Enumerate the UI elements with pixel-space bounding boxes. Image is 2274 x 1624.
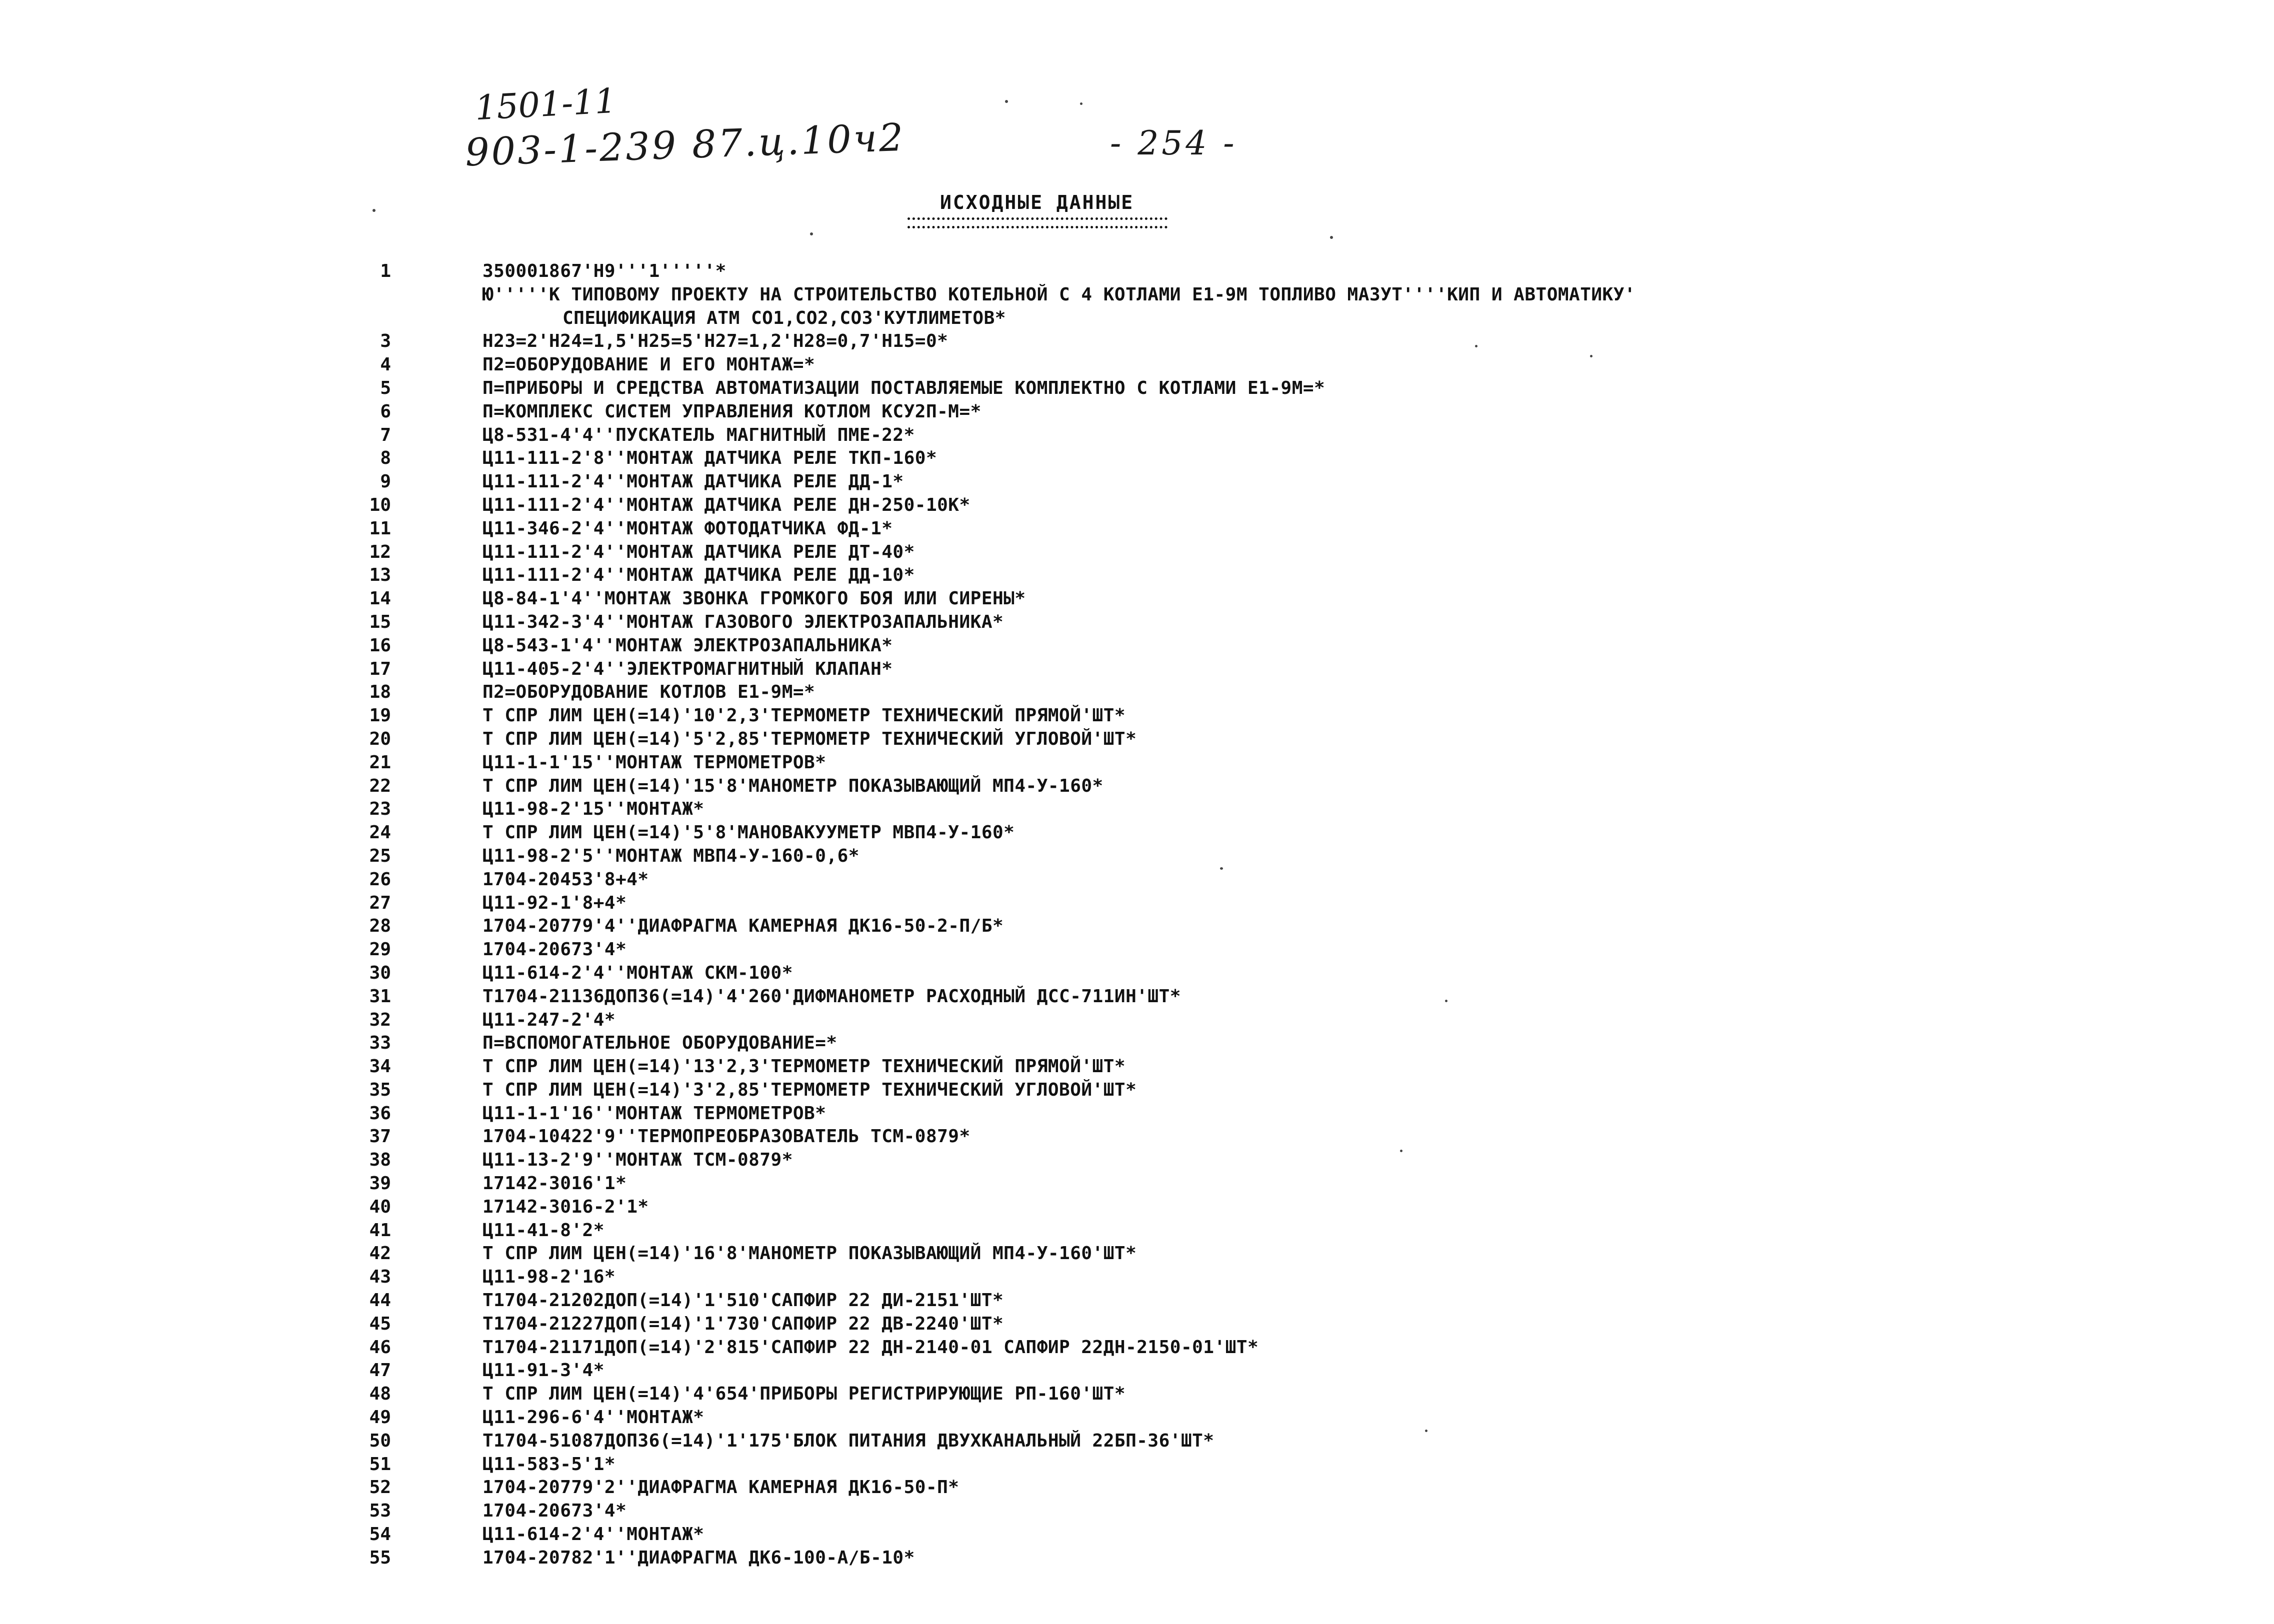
line-text: П=ВСПОМОГАТЕЛЬНОЕ ОБОРУДОВАНИЕ=* — [482, 1033, 838, 1054]
listing-row — [0, 1336, 2274, 1360]
line-number: 16 — [369, 635, 391, 656]
line-number: 15 — [369, 611, 391, 632]
listing-row — [0, 494, 2274, 517]
line-number: 32 — [369, 1009, 391, 1030]
line-text: 17142-3016'1* — [482, 1173, 627, 1194]
line-number: 27 — [369, 892, 391, 913]
line-number: 4 — [380, 354, 391, 375]
listing-row — [0, 1476, 2274, 1500]
line-number: 11 — [369, 518, 391, 539]
listing-row — [0, 1547, 2274, 1570]
line-number: 21 — [369, 752, 391, 773]
line-number: 24 — [369, 822, 391, 843]
listing-row — [0, 587, 2274, 611]
listing-row — [0, 1406, 2274, 1430]
line-number: 40 — [369, 1196, 391, 1217]
line-text: Т СПР ЛИМ ЦЕН(=14)'4'654'ПРИБОРЫ РЕГИСТРИРУЮЩИЕ РП-160'ШТ* — [482, 1384, 1126, 1405]
listing-row — [0, 892, 2274, 915]
line-number: 9 — [380, 471, 391, 492]
line-text: Ц11-405-2'4''ЭЛЕКТРОМАГНИТНЫЙ КЛАПАН* — [482, 658, 893, 679]
line-number: 20 — [369, 728, 391, 749]
listing-row — [0, 611, 2274, 634]
line-text: Ц11-614-2'4''МОНТАЖ* — [482, 1524, 704, 1545]
line-text: Т1704-51087ДОП36(=14)'1'175'БЛОК ПИТАНИЯ ДВУХКАНАЛЬНЫЙ 22БП-36'ШТ* — [482, 1430, 1214, 1451]
line-text: 1704-20779'2''ДИАФРАГМА КАМЕРНАЯ ДК16-50-П* — [482, 1477, 960, 1498]
listing-row — [0, 283, 2274, 307]
listing-row — [0, 1079, 2274, 1102]
line-number: 47 — [369, 1360, 391, 1381]
line-text: Т1704-21171ДОП(=14)'2'815'САПФИР 22 ДН-2140-01 САПФИР 22ДН-2150-01'ШТ* — [482, 1337, 1259, 1358]
line-text: Ц11-98-2'16* — [482, 1267, 616, 1288]
line-text: Т1704-21227ДОП(=14)'1'730'САПФИР 22 ДВ-2240'ШТ* — [482, 1313, 1004, 1334]
line-text: 1704-10422'9''ТЕРМОПРЕОБРАЗОВАТЕЛЬ ТСМ-0879* — [482, 1126, 970, 1147]
listing-row — [0, 868, 2274, 892]
listing-row — [0, 260, 2274, 283]
listing-row — [0, 1196, 2274, 1219]
line-text: Ц11-111-2'4''МОНТАЖ ДАТЧИКА РЕЛЕ ДД-1* — [482, 471, 904, 492]
line-number: 39 — [369, 1173, 391, 1194]
listing-row — [0, 1242, 2274, 1266]
page-number: - 254 - — [1110, 124, 1238, 162]
line-number: 26 — [369, 869, 391, 890]
line-text: П=ПРИБОРЫ И СРЕДСТВА АВТОМАТИЗАЦИИ ПОСТАВЛЯЕМЫЕ КОМПЛЕКТНО С КОТЛАМИ Е1-9М=* — [482, 377, 1326, 398]
line-text: Ц11-583-5'1* — [482, 1454, 616, 1475]
line-number: 8 — [380, 448, 391, 469]
listing-row — [0, 1430, 2274, 1453]
line-text: Ц11-1-1'16''МОНТАЖ ТЕРМОМЕТРОВ* — [482, 1103, 826, 1124]
line-number: 17 — [369, 658, 391, 679]
line-text: Ц11-296-6'4''МОНТАЖ* — [482, 1407, 704, 1428]
listing-row — [0, 845, 2274, 868]
listing-row — [0, 915, 2274, 938]
listing-row — [0, 1500, 2274, 1523]
listing-row — [0, 1266, 2274, 1289]
listing-row — [0, 1359, 2274, 1383]
line-text: Ц8-84-1'4''МОНТАЖ ЗВОНКА ГРОМКОГО БОЯ ИЛИ СИРЕНЫ* — [482, 588, 1026, 609]
handwritten-code-1: 1501-11 — [474, 81, 618, 128]
listing-row — [0, 751, 2274, 775]
line-text: Ц11-346-2'4''МОНТАЖ ФОТОДАТЧИКА ФД-1* — [482, 518, 893, 539]
line-number: 23 — [369, 799, 391, 820]
line-text: Т1704-21202ДОП(=14)'1'510'САПФИР 22 ДИ-2151'ШТ* — [482, 1290, 1004, 1311]
line-number: 46 — [369, 1337, 391, 1358]
listing-row — [0, 634, 2274, 658]
line-text: 17142-3016-2'1* — [482, 1196, 649, 1217]
line-number: 6 — [380, 401, 391, 422]
listing-row — [0, 1102, 2274, 1126]
listing-row — [0, 330, 2274, 353]
listing-row — [0, 728, 2274, 751]
listing-row — [0, 400, 2274, 424]
listing-row — [0, 541, 2274, 564]
line-number: 34 — [369, 1056, 391, 1077]
line-text: Ц11-98-2'15''МОНТАЖ* — [482, 799, 704, 820]
scan-speck — [1330, 236, 1333, 239]
listing-row — [0, 1219, 2274, 1243]
line-number: 49 — [369, 1407, 391, 1428]
scan-speck — [810, 232, 813, 235]
scan-speck — [1400, 1150, 1402, 1152]
line-text: Ц11-111-2'4''МОНТАЖ ДАТЧИКА РЕЛЕ ДТ-40* — [482, 541, 915, 562]
line-text: 1704-20782'1''ДИАФРАГМА ДК6-100-А/Б-10* — [482, 1547, 915, 1568]
listing-row — [0, 517, 2274, 541]
line-text: Ц11-98-2'5''МОНТАЖ МВП4-У-160-0,6* — [482, 845, 860, 866]
line-number: 43 — [369, 1267, 391, 1288]
line-text: П=КОМПЛЕКС СИСТЕМ УПРАВЛЕНИЯ КОТЛОМ КСУ2П-М=* — [482, 401, 982, 422]
line-text: Т СПР ЛИМ ЦЕН(=14)'5'2,85'ТЕРМОМЕТР ТЕХНИЧЕСКИЙ УГЛОВОЙ'ШТ* — [482, 728, 1137, 749]
line-number: 38 — [369, 1150, 391, 1171]
line-number: 52 — [369, 1477, 391, 1498]
line-text: Т СПР ЛИМ ЦЕН(=14)'13'2,3'ТЕРМОМЕТР ТЕХНИЧЕСКИЙ ПРЯМОЙ'ШТ* — [482, 1056, 1126, 1077]
line-text: Т СПР ЛИМ ЦЕН(=14)'15'8'МАНОМЕТР ПОКАЗЫВАЮЩИЙ МП4-У-160* — [482, 775, 1104, 796]
data-listing — [0, 260, 2274, 1570]
listing-row — [0, 1289, 2274, 1313]
line-number: 33 — [369, 1033, 391, 1054]
listing-row — [0, 704, 2274, 728]
listing-row — [0, 938, 2274, 962]
line-text: Ц11-111-2'8''МОНТАЖ ДАТЧИКА РЕЛЕ ТКП-160* — [482, 448, 938, 469]
line-text: 350001867'H9'''1'''''* — [482, 261, 726, 281]
line-text: П2=ОБОРУДОВАНИЕ КОТЛОВ Е1-9М=* — [482, 682, 816, 703]
line-text: Ц11-13-2'9''МОНТАЖ ТСМ-0879* — [482, 1150, 793, 1171]
line-number: 53 — [369, 1501, 391, 1522]
line-number: 28 — [369, 916, 391, 937]
listing-row — [0, 962, 2274, 985]
line-text: Т СПР ЛИМ ЦЕН(=14)'10'2,3'ТЕРМОМЕТР ТЕХНИЧЕСКИЙ ПРЯМОЙ'ШТ* — [482, 705, 1126, 726]
line-number: 44 — [369, 1290, 391, 1311]
line-number: 14 — [369, 588, 391, 609]
line-number: 22 — [369, 775, 391, 796]
line-number: 31 — [369, 986, 391, 1007]
line-text: Т СПР ЛИМ ЦЕН(=14)'5'8'МАНОВАКУУМЕТР МВП4-У-160* — [482, 822, 1015, 843]
line-number: 12 — [369, 541, 391, 562]
listing-row — [0, 1149, 2274, 1172]
line-text: Ц11-92-1'8+4* — [482, 892, 627, 913]
scan-speck — [1080, 102, 1082, 105]
line-number: 18 — [369, 682, 391, 703]
listing-row — [0, 424, 2274, 447]
line-text: Ю'''''К ТИПОВОМУ ПРОЕКТУ НА СТРОИТЕЛЬСТВО КОТЕЛЬНОЙ С 4 КОТЛАМИ Е1-9М ТОПЛИВО МАЗУТ''''КИП И АВТОМАТИКУ' — [482, 284, 1636, 305]
line-number: 51 — [369, 1454, 391, 1475]
listing-row — [0, 1032, 2274, 1055]
line-text: Ц11-1-1'15''МОНТАЖ ТЕРМОМЕТРОВ* — [482, 752, 826, 773]
listing-row — [0, 470, 2274, 494]
line-text: Ц11-247-2'4* — [482, 1009, 616, 1030]
scan-speck — [1425, 1430, 1428, 1432]
line-text: Ц11-342-3'4''МОНТАЖ ГАЗОВОГО ЭЛЕКТРОЗАПАЛЬНИКА* — [482, 611, 1004, 632]
line-text: Т1704-21136ДОП36(=14)'4'260'ДИФМАНОМЕТР РАСХОДНЫЙ ДСС-711ИН'ШТ* — [482, 986, 1181, 1007]
scan-speck — [1445, 1000, 1448, 1002]
listing-row — [0, 564, 2274, 587]
line-number: 45 — [369, 1313, 391, 1334]
handwritten-code-2: 903-1-239 87.ц.10ч2 — [464, 114, 906, 175]
line-number: 10 — [369, 494, 391, 515]
listing-row — [0, 821, 2274, 845]
listing-row — [0, 1313, 2274, 1336]
line-number: 35 — [369, 1079, 391, 1100]
scan-speck — [1005, 100, 1008, 103]
line-text: Ц11-41-8'2* — [482, 1220, 604, 1241]
listing-row — [0, 798, 2274, 821]
listing-row — [0, 775, 2274, 798]
line-number: 41 — [369, 1220, 391, 1241]
listing-row — [0, 1125, 2274, 1149]
line-text: Ц8-543-1'4''МОНТАЖ ЭЛЕКТРОЗАПАЛЬНИКА* — [482, 635, 893, 656]
line-text: Т СПР ЛИМ ЦЕН(=14)'16'8'МАНОМЕТР ПОКАЗЫВАЮЩИЙ МП4-У-160'ШТ* — [482, 1243, 1137, 1264]
listing-row — [0, 447, 2274, 470]
line-number: 42 — [369, 1243, 391, 1264]
line-text: Ц11-91-3'4* — [482, 1360, 604, 1381]
line-number: 29 — [369, 939, 391, 960]
line-text: Ц8-531-4'4''ПУСКАТЕЛЬ МАГНИТНЫЙ ПМЕ-22* — [482, 424, 915, 445]
line-number: 1 — [380, 261, 391, 281]
title-underline — [908, 217, 1168, 228]
document-title: ИСХОДНЫЕ ДАННЫЕ — [940, 191, 1134, 213]
listing-row — [0, 681, 2274, 704]
line-text: 1704-20779'4''ДИАФРАГМА КАМЕРНАЯ ДК16-50-2-П/Б* — [482, 916, 1004, 937]
listing-row — [0, 1009, 2274, 1032]
listing-row — [0, 353, 2274, 377]
listing-row — [0, 1523, 2274, 1547]
line-text: Т СПР ЛИМ ЦЕН(=14)'3'2,85'ТЕРМОМЕТР ТЕХНИЧЕСКИЙ УГЛОВОЙ'ШТ* — [482, 1079, 1137, 1100]
scan-speck — [1590, 355, 1592, 357]
line-text: Ц11-111-2'4''МОНТАЖ ДАТЧИКА РЕЛЕ ДН-250-10К* — [482, 494, 970, 515]
line-text: СПЕЦИФИКАЦИЯ АТМ СО1,СО2,СО3'КУТЛИМЕТОВ* — [562, 307, 1006, 328]
listing-row — [0, 658, 2274, 681]
line-number: 55 — [369, 1547, 391, 1568]
listing-row — [0, 1172, 2274, 1196]
line-number: 5 — [380, 377, 391, 398]
line-text: 1704-20673'4* — [482, 939, 627, 960]
line-number: 48 — [369, 1384, 391, 1405]
line-number: 50 — [369, 1430, 391, 1451]
line-text: Ц11-111-2'4''МОНТАЖ ДАТЧИКА РЕЛЕ ДД-10* — [482, 565, 915, 586]
line-text: 1704-20673'4* — [482, 1501, 627, 1522]
line-number: 25 — [369, 845, 391, 866]
line-number: 3 — [380, 331, 391, 352]
listing-row — [0, 377, 2274, 400]
listing-row — [0, 1055, 2274, 1079]
line-number: 7 — [380, 424, 391, 445]
line-number: 19 — [369, 705, 391, 726]
line-number: 37 — [369, 1126, 391, 1147]
listing-row — [0, 1453, 2274, 1477]
line-number: 30 — [369, 962, 391, 983]
scan-speck — [372, 209, 376, 212]
line-text: 1704-20453'8+4* — [482, 869, 649, 890]
line-text: П2=ОБОРУДОВАНИЕ И ЕГО МОНТАЖ=* — [482, 354, 816, 375]
scan-speck — [1475, 345, 1478, 347]
scan-speck — [1220, 867, 1223, 870]
line-number: 36 — [369, 1103, 391, 1124]
line-number: 54 — [369, 1524, 391, 1545]
line-text: H23=2'H24=1,5'H25=5'H27=1,2'H28=0,7'H15=0* — [482, 331, 948, 352]
listing-row — [0, 1383, 2274, 1406]
listing-row — [0, 985, 2274, 1009]
line-number: 13 — [369, 565, 391, 586]
line-text: Ц11-614-2'4''МОНТАЖ СКМ-100* — [482, 962, 793, 983]
listing-row — [0, 307, 2274, 330]
